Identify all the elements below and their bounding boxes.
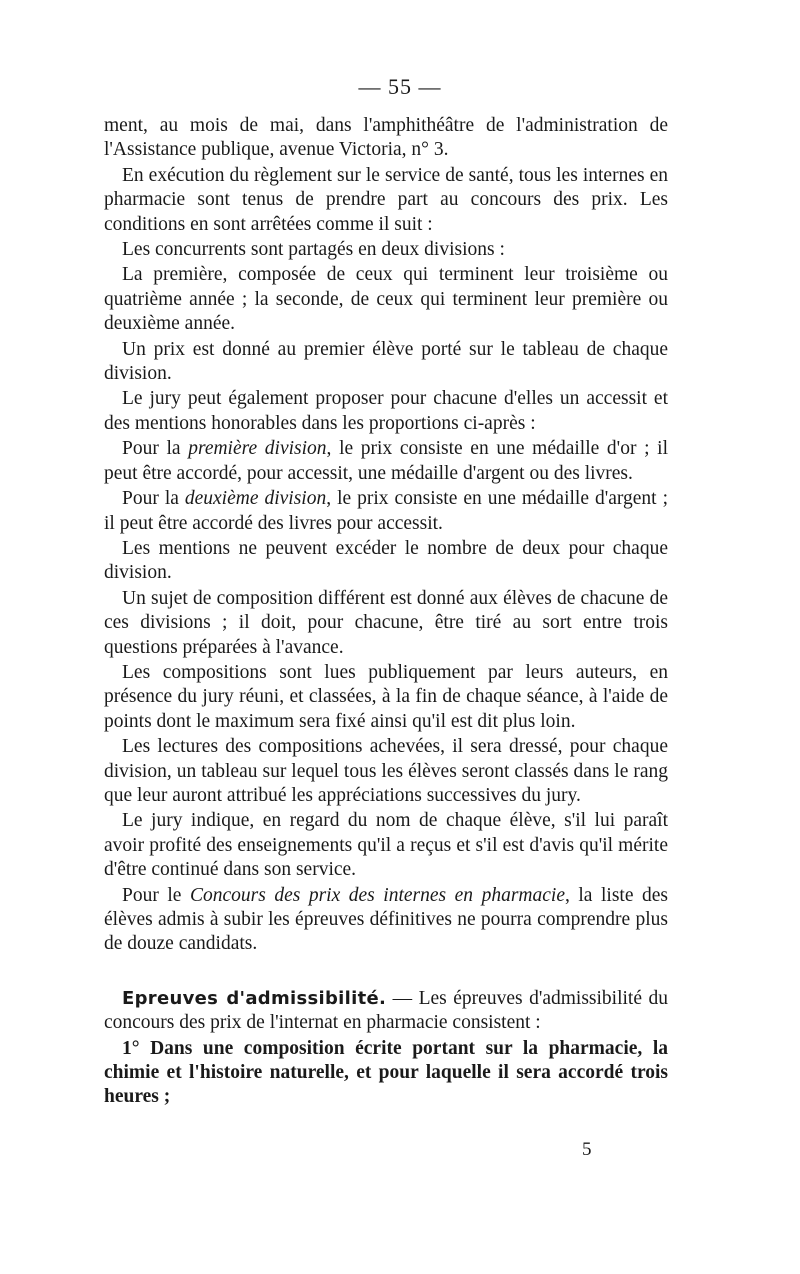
- paragraph: Les mentions ne peuvent excéder le nombre de deux pour chaque division.: [104, 537, 668, 584]
- paragraph: [104, 884, 668, 957]
- italic-term: deuxième division: [184, 488, 327, 510]
- paragraph: Le jury peut également proposer pour chacune d'elles un accessit et des mentions honorables dans les proportions ci-après :: [104, 388, 668, 434]
- section-heading: Epreuves d'admissibilité.: [122, 987, 387, 1009]
- italic-term: première division: [188, 438, 327, 460]
- paragraph: Les compositions sont lues publiquement par leurs auteurs, en présence du jury réuni, et classées, à la fin de chaque séance, à l'aide de points dont le maximum sera fixé ainsi qu'il est dit plus loin.: [104, 661, 668, 732]
- paragraph-text: Pour la: [122, 488, 185, 510]
- list-item: 1° Dans une composition écrite portant sur la pharmacie, la chimie et l'histoire naturelle, et pour laquelle il sera accordé trois heures ;: [104, 1037, 668, 1108]
- paragraph: Un sujet de composition différent est donné aux élèves de chacune de ces divisions ; il doit, pour chacune, être tiré au sort entre trois questions préparées à l'avance.: [104, 587, 668, 658]
- page-body: [104, 114, 668, 1111]
- paragraph-text: , le prix consiste en une médaille d'or ; il peut être accordé, pour accessit, une médaille d'argent ou des livres.: [104, 438, 668, 484]
- paragraph: [104, 487, 668, 536]
- paragraph: Le jury indique, en regard du nom de chaque élève, s'il lui paraît avoir profité des enseignements qu'il a reçus et s'il est d'avis qu'il mérite d'être continué dans son service.: [104, 810, 668, 881]
- section-text: — Les épreuves d'admissibilité du concours des prix de l'internat en pharmacie consistent :: [104, 987, 668, 1034]
- paragraph: ment, au mois de mai, dans l'amphithéâtre de l'administration de l'Assistance publique, avenue Victoria, n° 3.: [104, 115, 668, 161]
- paragraph: Les lectures des compositions achevées, il sera dressé, pour chaque division, un tableau sur lequel tous les élèves seront classés dans le rang que leur auront attribué les appréciations successives du jury.: [104, 736, 668, 806]
- italic-term: Concours des prix des internes en pharmacie: [189, 884, 565, 906]
- signature-mark: 5: [582, 1139, 592, 1160]
- section-paragraph: [104, 987, 668, 1036]
- paragraph: La première, composée de ceux qui terminent leur troisième ou quatrième année ; la seconde, de ceux qui terminent leur première ou deuxième année.: [104, 264, 668, 335]
- paragraph-text: , le prix consiste en une médaille d'argent ; il peut être accordé des livres pour accessit.: [104, 488, 668, 534]
- paragraph: En exécution du règlement sur le service de santé, tous les internes en pharmacie sont tenus de prendre part au concours des prix. Les conditions en sont arrêtées comme il suit :: [104, 164, 668, 235]
- paragraph: Les concurrents sont partagés en deux divisions :: [122, 239, 505, 261]
- paragraph-text: , la liste des élèves admis à subir les épreuves définitives ne pourra comprendre plus de douze candidats.: [104, 884, 668, 955]
- paragraph: [104, 437, 668, 486]
- paragraph-text: Pour le: [122, 884, 190, 906]
- paragraph-text: Pour la: [122, 438, 189, 460]
- paragraph: Un prix est donné au premier élève porté sur le tableau de chaque division.: [104, 338, 668, 385]
- page-number: — 55 —: [358, 74, 442, 99]
